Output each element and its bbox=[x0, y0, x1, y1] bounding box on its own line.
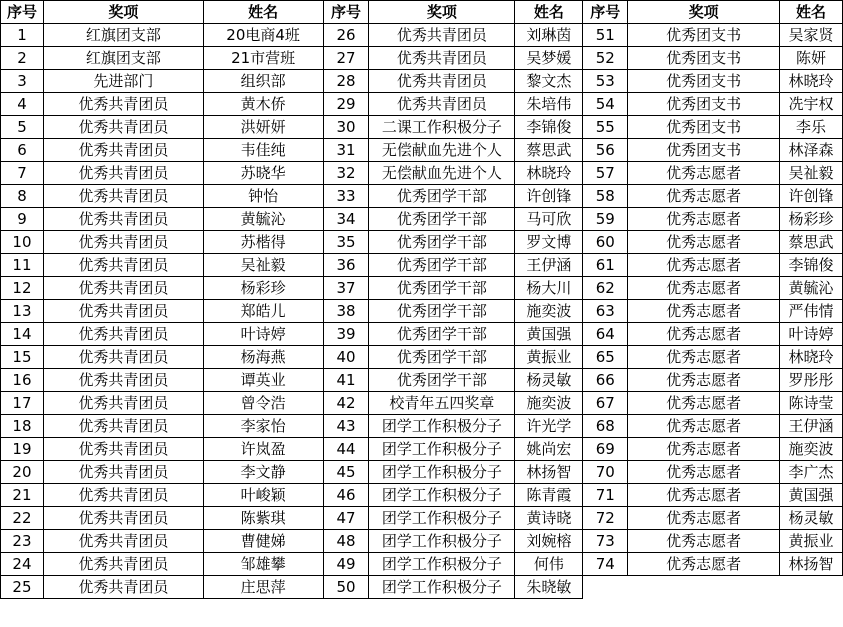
cell-name: 刘婉榕 bbox=[515, 530, 583, 553]
cell-name: 许创锋 bbox=[515, 185, 583, 208]
cell-serial: 28 bbox=[323, 70, 369, 93]
cell-name: 钟怡 bbox=[203, 185, 323, 208]
cell-award: 优秀团支书 bbox=[628, 47, 780, 70]
cell-name: 王伊涵 bbox=[779, 415, 842, 438]
cell-award: 团学工作积极分子 bbox=[369, 553, 515, 576]
cell-award: 优秀团学干部 bbox=[369, 369, 515, 392]
cell-serial: 23 bbox=[1, 530, 44, 553]
cell-serial: 43 bbox=[323, 415, 369, 438]
cell-award: 团学工作积极分子 bbox=[369, 461, 515, 484]
cell-award: 优秀团支书 bbox=[628, 116, 780, 139]
cell-serial: 48 bbox=[323, 530, 369, 553]
cell-serial: 6 bbox=[1, 139, 44, 162]
cell-award: 团学工作积极分子 bbox=[369, 507, 515, 530]
header-serial: 序号 bbox=[583, 1, 628, 24]
cell-name: 陈紫琪 bbox=[203, 507, 323, 530]
cell-serial: 4 bbox=[1, 93, 44, 116]
cell-name: 陈诗莹 bbox=[779, 392, 842, 415]
cell-award: 优秀共青团员 bbox=[43, 392, 203, 415]
cell-serial: 72 bbox=[583, 507, 628, 530]
cell-award: 优秀共青团员 bbox=[43, 300, 203, 323]
cell-name: 林泽森 bbox=[779, 139, 842, 162]
cell-award: 优秀共青团员 bbox=[43, 576, 203, 599]
cell-award: 优秀团支书 bbox=[628, 24, 780, 47]
cell-award: 优秀志愿者 bbox=[628, 300, 780, 323]
cell-serial: 34 bbox=[323, 208, 369, 231]
cell-serial: 20 bbox=[1, 461, 44, 484]
cell-name: 杨彩珍 bbox=[203, 277, 323, 300]
table-row bbox=[1, 208, 843, 231]
cell-name: 姚尚宏 bbox=[515, 438, 583, 461]
cell-name: 李锦俊 bbox=[779, 254, 842, 277]
cell-award: 红旗团支部 bbox=[43, 24, 203, 47]
cell-name: 黄毓沁 bbox=[779, 277, 842, 300]
cell-award: 优秀团支书 bbox=[628, 70, 780, 93]
table-row bbox=[1, 323, 843, 346]
cell-award: 优秀志愿者 bbox=[628, 162, 780, 185]
cell-award: 优秀共青团员 bbox=[43, 507, 203, 530]
cell-award: 校青年五四奖章 bbox=[369, 392, 515, 415]
cell-award: 优秀共青团员 bbox=[43, 93, 203, 116]
cell-name: 黄国强 bbox=[779, 484, 842, 507]
cell-award: 优秀共青团员 bbox=[43, 139, 203, 162]
cell-award: 无偿献血先进个人 bbox=[369, 139, 515, 162]
cell-serial: 61 bbox=[583, 254, 628, 277]
cell-name: 庄思萍 bbox=[203, 576, 323, 599]
cell-award: 优秀共青团员 bbox=[43, 415, 203, 438]
cell-award: 优秀共青团员 bbox=[369, 93, 515, 116]
cell-name bbox=[779, 576, 842, 599]
cell-serial: 29 bbox=[323, 93, 369, 116]
cell-name: 陈青霞 bbox=[515, 484, 583, 507]
cell-award: 优秀团学干部 bbox=[369, 346, 515, 369]
cell-name: 王伊涵 bbox=[515, 254, 583, 277]
cell-award: 优秀共青团员 bbox=[43, 369, 203, 392]
table-row bbox=[1, 576, 843, 599]
cell-serial: 1 bbox=[1, 24, 44, 47]
cell-award: 团学工作积极分子 bbox=[369, 415, 515, 438]
cell-name: 黄诗晓 bbox=[515, 507, 583, 530]
cell-serial: 60 bbox=[583, 231, 628, 254]
cell-serial: 22 bbox=[1, 507, 44, 530]
cell-award: 优秀志愿者 bbox=[628, 346, 780, 369]
table-row bbox=[1, 47, 843, 70]
cell-name: 严伟情 bbox=[779, 300, 842, 323]
cell-award: 优秀共青团员 bbox=[43, 185, 203, 208]
cell-award: 优秀共青团员 bbox=[43, 323, 203, 346]
cell-serial: 71 bbox=[583, 484, 628, 507]
cell-award: 优秀志愿者 bbox=[628, 208, 780, 231]
cell-award: 优秀志愿者 bbox=[628, 461, 780, 484]
cell-serial: 49 bbox=[323, 553, 369, 576]
cell-award: 优秀志愿者 bbox=[628, 484, 780, 507]
table-row bbox=[1, 369, 843, 392]
cell-name: 黄国强 bbox=[515, 323, 583, 346]
cell-serial: 11 bbox=[1, 254, 44, 277]
table-row bbox=[1, 185, 843, 208]
cell-serial: 65 bbox=[583, 346, 628, 369]
table-row bbox=[1, 162, 843, 185]
cell-award: 优秀团支书 bbox=[628, 139, 780, 162]
cell-serial: 70 bbox=[583, 461, 628, 484]
cell-name: 韦佳纯 bbox=[203, 139, 323, 162]
cell-award: 优秀志愿者 bbox=[628, 369, 780, 392]
cell-serial: 19 bbox=[1, 438, 44, 461]
cell-award: 优秀团学干部 bbox=[369, 231, 515, 254]
cell-name: 曹健娣 bbox=[203, 530, 323, 553]
cell-award: 优秀共青团员 bbox=[43, 231, 203, 254]
cell-serial: 27 bbox=[323, 47, 369, 70]
cell-serial: 7 bbox=[1, 162, 44, 185]
cell-award: 优秀共青团员 bbox=[43, 530, 203, 553]
cell-award bbox=[628, 576, 780, 599]
cell-serial bbox=[583, 576, 628, 599]
cell-award: 优秀团学干部 bbox=[369, 323, 515, 346]
cell-name: 黄毓沁 bbox=[203, 208, 323, 231]
cell-award: 二课工作积极分子 bbox=[369, 116, 515, 139]
cell-serial: 42 bbox=[323, 392, 369, 415]
cell-name: 施奕波 bbox=[779, 438, 842, 461]
cell-award: 团学工作积极分子 bbox=[369, 438, 515, 461]
cell-name: 杨彩珍 bbox=[779, 208, 842, 231]
cell-serial: 3 bbox=[1, 70, 44, 93]
header-name: 姓名 bbox=[515, 1, 583, 24]
cell-award: 优秀共青团员 bbox=[43, 346, 203, 369]
cell-award: 优秀共青团员 bbox=[43, 162, 203, 185]
cell-name: 吴祉毅 bbox=[203, 254, 323, 277]
cell-serial: 39 bbox=[323, 323, 369, 346]
cell-award: 优秀共青团员 bbox=[43, 116, 203, 139]
header-name: 姓名 bbox=[779, 1, 842, 24]
cell-award: 优秀志愿者 bbox=[628, 530, 780, 553]
cell-name: 杨海燕 bbox=[203, 346, 323, 369]
table-row bbox=[1, 300, 843, 323]
cell-name: 朱培伟 bbox=[515, 93, 583, 116]
cell-award: 优秀共青团员 bbox=[369, 47, 515, 70]
cell-name: 罗文博 bbox=[515, 231, 583, 254]
cell-serial: 62 bbox=[583, 277, 628, 300]
cell-serial: 66 bbox=[583, 369, 628, 392]
table-row bbox=[1, 93, 843, 116]
cell-award: 红旗团支部 bbox=[43, 47, 203, 70]
table-row bbox=[1, 346, 843, 369]
cell-serial: 10 bbox=[1, 231, 44, 254]
cell-award: 团学工作积极分子 bbox=[369, 484, 515, 507]
cell-serial: 68 bbox=[583, 415, 628, 438]
cell-name: 朱晓敏 bbox=[515, 576, 583, 599]
header-name: 姓名 bbox=[203, 1, 323, 24]
cell-name: 21市营班 bbox=[203, 47, 323, 70]
cell-award: 优秀共青团员 bbox=[369, 24, 515, 47]
cell-name: 陈妍 bbox=[779, 47, 842, 70]
cell-serial: 18 bbox=[1, 415, 44, 438]
cell-serial: 52 bbox=[583, 47, 628, 70]
cell-serial: 51 bbox=[583, 24, 628, 47]
cell-award: 优秀志愿者 bbox=[628, 254, 780, 277]
cell-serial: 57 bbox=[583, 162, 628, 185]
header-award: 奖项 bbox=[628, 1, 780, 24]
table-row bbox=[1, 415, 843, 438]
cell-award: 优秀志愿者 bbox=[628, 392, 780, 415]
cell-award: 优秀团学干部 bbox=[369, 277, 515, 300]
cell-serial: 67 bbox=[583, 392, 628, 415]
cell-serial: 40 bbox=[323, 346, 369, 369]
table-row bbox=[1, 116, 843, 139]
cell-name: 施奕波 bbox=[515, 392, 583, 415]
cell-name: 吴梦媛 bbox=[515, 47, 583, 70]
cell-serial: 63 bbox=[583, 300, 628, 323]
table-row bbox=[1, 24, 843, 47]
cell-name: 冼宇权 bbox=[779, 93, 842, 116]
cell-name: 李乐 bbox=[779, 116, 842, 139]
table-row bbox=[1, 277, 843, 300]
header-award: 奖项 bbox=[43, 1, 203, 24]
cell-serial: 24 bbox=[1, 553, 44, 576]
cell-serial: 74 bbox=[583, 553, 628, 576]
cell-name: 李广杰 bbox=[779, 461, 842, 484]
cell-serial: 53 bbox=[583, 70, 628, 93]
cell-serial: 45 bbox=[323, 461, 369, 484]
cell-award: 优秀团学干部 bbox=[369, 208, 515, 231]
cell-serial: 16 bbox=[1, 369, 44, 392]
cell-award: 团学工作积极分子 bbox=[369, 530, 515, 553]
table-row bbox=[1, 553, 843, 576]
cell-name: 林扬智 bbox=[515, 461, 583, 484]
cell-name: 叶峻颖 bbox=[203, 484, 323, 507]
cell-name: 谭英业 bbox=[203, 369, 323, 392]
cell-award: 优秀志愿者 bbox=[628, 231, 780, 254]
cell-serial: 9 bbox=[1, 208, 44, 231]
cell-serial: 8 bbox=[1, 185, 44, 208]
cell-serial: 73 bbox=[583, 530, 628, 553]
cell-name: 吴家贤 bbox=[779, 24, 842, 47]
table-row bbox=[1, 438, 843, 461]
table-row bbox=[1, 392, 843, 415]
cell-award: 优秀团学干部 bbox=[369, 300, 515, 323]
cell-award: 先进部门 bbox=[43, 70, 203, 93]
cell-serial: 54 bbox=[583, 93, 628, 116]
cell-award: 优秀共青团员 bbox=[43, 208, 203, 231]
cell-serial: 33 bbox=[323, 185, 369, 208]
cell-serial: 31 bbox=[323, 139, 369, 162]
cell-serial: 59 bbox=[583, 208, 628, 231]
cell-name: 施奕波 bbox=[515, 300, 583, 323]
cell-name: 李文静 bbox=[203, 461, 323, 484]
cell-name: 林晓玲 bbox=[515, 162, 583, 185]
cell-serial: 25 bbox=[1, 576, 44, 599]
cell-serial: 15 bbox=[1, 346, 44, 369]
cell-award: 优秀共青团员 bbox=[43, 461, 203, 484]
cell-name: 组织部 bbox=[203, 70, 323, 93]
cell-award: 团学工作积极分子 bbox=[369, 576, 515, 599]
cell-award: 优秀共青团员 bbox=[43, 438, 203, 461]
table-row bbox=[1, 461, 843, 484]
cell-name: 蔡思武 bbox=[515, 139, 583, 162]
cell-name: 黄振业 bbox=[515, 346, 583, 369]
cell-name: 苏楷得 bbox=[203, 231, 323, 254]
cell-name: 郑皓儿 bbox=[203, 300, 323, 323]
cell-award: 优秀团学干部 bbox=[369, 185, 515, 208]
cell-serial: 41 bbox=[323, 369, 369, 392]
cell-award: 优秀志愿者 bbox=[628, 438, 780, 461]
cell-award: 优秀团学干部 bbox=[369, 254, 515, 277]
table-row bbox=[1, 530, 843, 553]
header-award: 奖项 bbox=[369, 1, 515, 24]
cell-name: 蔡思武 bbox=[779, 231, 842, 254]
cell-name: 许创锋 bbox=[779, 185, 842, 208]
table-row bbox=[1, 231, 843, 254]
cell-serial: 50 bbox=[323, 576, 369, 599]
header-row bbox=[1, 1, 843, 24]
cell-name: 黄木侨 bbox=[203, 93, 323, 116]
cell-name: 洪妍妍 bbox=[203, 116, 323, 139]
cell-name: 杨大川 bbox=[515, 277, 583, 300]
table-row bbox=[1, 484, 843, 507]
cell-name: 邹雄攀 bbox=[203, 553, 323, 576]
cell-serial: 12 bbox=[1, 277, 44, 300]
cell-name: 20电商4班 bbox=[203, 24, 323, 47]
cell-name: 林晓玲 bbox=[779, 346, 842, 369]
cell-serial: 32 bbox=[323, 162, 369, 185]
cell-serial: 30 bbox=[323, 116, 369, 139]
table-row bbox=[1, 139, 843, 162]
header-serial: 序号 bbox=[323, 1, 369, 24]
cell-award: 优秀志愿者 bbox=[628, 415, 780, 438]
cell-award: 优秀志愿者 bbox=[628, 507, 780, 530]
cell-name: 许岚盈 bbox=[203, 438, 323, 461]
cell-name: 许光学 bbox=[515, 415, 583, 438]
cell-serial: 5 bbox=[1, 116, 44, 139]
cell-award: 优秀团支书 bbox=[628, 93, 780, 116]
cell-name: 苏晓华 bbox=[203, 162, 323, 185]
cell-name: 杨灵敏 bbox=[515, 369, 583, 392]
cell-award: 优秀共青团员 bbox=[43, 484, 203, 507]
cell-serial: 46 bbox=[323, 484, 369, 507]
cell-award: 优秀共青团员 bbox=[43, 553, 203, 576]
table-row bbox=[1, 507, 843, 530]
table-body bbox=[1, 24, 843, 599]
cell-name: 杨灵敏 bbox=[779, 507, 842, 530]
cell-name: 黎文杰 bbox=[515, 70, 583, 93]
cell-award: 优秀共青团员 bbox=[369, 70, 515, 93]
cell-serial: 13 bbox=[1, 300, 44, 323]
cell-award: 优秀志愿者 bbox=[628, 553, 780, 576]
cell-name: 李锦俊 bbox=[515, 116, 583, 139]
table-row bbox=[1, 254, 843, 277]
cell-serial: 35 bbox=[323, 231, 369, 254]
cell-serial: 38 bbox=[323, 300, 369, 323]
cell-name: 林扬智 bbox=[779, 553, 842, 576]
cell-name: 叶诗婷 bbox=[203, 323, 323, 346]
cell-award: 无偿献血先进个人 bbox=[369, 162, 515, 185]
cell-name: 曾令浩 bbox=[203, 392, 323, 415]
cell-name: 何伟 bbox=[515, 553, 583, 576]
cell-name: 叶诗婷 bbox=[779, 323, 842, 346]
cell-serial: 56 bbox=[583, 139, 628, 162]
cell-name: 吴祉毅 bbox=[779, 162, 842, 185]
cell-serial: 64 bbox=[583, 323, 628, 346]
header-serial: 序号 bbox=[1, 1, 44, 24]
cell-award: 优秀共青团员 bbox=[43, 277, 203, 300]
cell-name: 李家怡 bbox=[203, 415, 323, 438]
cell-name: 马可欣 bbox=[515, 208, 583, 231]
cell-award: 优秀志愿者 bbox=[628, 277, 780, 300]
cell-name: 黄振业 bbox=[779, 530, 842, 553]
cell-serial: 36 bbox=[323, 254, 369, 277]
table-row bbox=[1, 70, 843, 93]
cell-name: 林晓玲 bbox=[779, 70, 842, 93]
cell-award: 优秀共青团员 bbox=[43, 254, 203, 277]
cell-serial: 26 bbox=[323, 24, 369, 47]
cell-serial: 37 bbox=[323, 277, 369, 300]
cell-award: 优秀志愿者 bbox=[628, 323, 780, 346]
cell-serial: 69 bbox=[583, 438, 628, 461]
cell-award: 优秀志愿者 bbox=[628, 185, 780, 208]
cell-serial: 44 bbox=[323, 438, 369, 461]
cell-serial: 21 bbox=[1, 484, 44, 507]
cell-serial: 55 bbox=[583, 116, 628, 139]
cell-serial: 58 bbox=[583, 185, 628, 208]
cell-name: 刘琳茵 bbox=[515, 24, 583, 47]
cell-serial: 17 bbox=[1, 392, 44, 415]
cell-name: 罗彤彤 bbox=[779, 369, 842, 392]
cell-serial: 47 bbox=[323, 507, 369, 530]
cell-serial: 14 bbox=[1, 323, 44, 346]
cell-serial: 2 bbox=[1, 47, 44, 70]
